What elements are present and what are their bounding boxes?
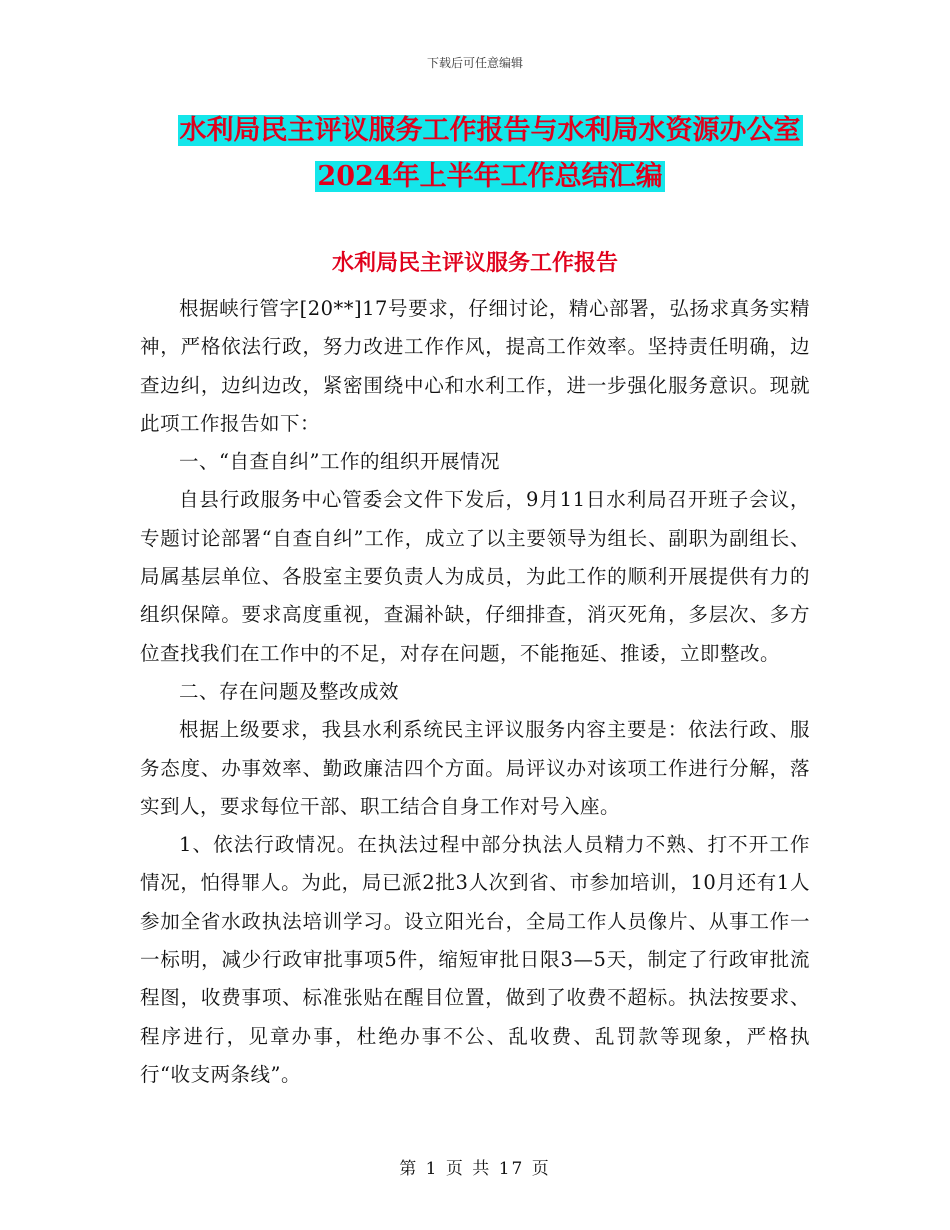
body-text	[140, 290, 810, 1094]
paragraph: 自县行政服务中心管委会文件下发后，9月11日水利局召开班子会议，专题讨论部署“自查自纠”工作，成立了以主要领导为组长、副职为副组长、局属基层单位、各股室主要负责人为成员，为此工作的顺利开展提供有力的组织保障。要求高度重视，查漏补缺，仔细排查，消灭死角，多层次、多方位查找我们在工作中的不足，对存在问题，不能拖延、推诿，立即整改。	[140, 488, 810, 665]
title-line-1: 水利局民主评议服务工作报告与水利局水资源办公室	[179, 115, 801, 146]
paragraph: 一、“自查自纠”工作的组织开展情况	[179, 450, 500, 474]
page-footer: 第 1 页 共 17 页	[399, 1159, 551, 1179]
paragraph: 根据峡行管字[20**]17号要求，仔细讨论，精心部署，弘扬求真务实精神，严格依法行政，努力改进工作作风，提高工作效率。坚持责任明确，边查边纠，边纠边改，紧密围绕中心和水利工作，进一步强化服务意识。现就此项工作报告如下：	[140, 297, 810, 435]
document-title	[140, 108, 840, 200]
title-line-2: 2024年上半年工作总结汇编	[317, 161, 663, 192]
paragraph: 根据上级要求，我县水利系统民主评议服务内容主要是：依法行政、服务态度、办事效率、勤政廉洁四个方面。局评议办对该项工作进行分解，落实到人，要求每位干部、职工结合自身工作对号入座。	[140, 718, 810, 818]
paragraph: 1、依法行政情况。在执法过程中部分执法人员精力不熟、打不开工作情况，怕得罪人。为此，局已派2批3人次到省、市参加培训，10月还有1人参加全省水政执法培训学习。设立阳光台，全局工作人员像片、从事工作一一标明，减少行政审批事项5件，缩短审批日限3—5天，制定了行政审批流程图，收费事项、标准张贴在醒目位置，做到了收费不超标。执法按要求、程序进行，见章办事，杜绝办事不公、乱收费、乱罚款等现象，严格执行“收支两条线”。	[140, 833, 810, 1086]
section-title: 水利局民主评议服务工作报告	[331, 250, 618, 276]
paragraph: 二、存在问题及整改成效	[179, 679, 400, 703]
header-note: 下载后可任意编辑	[426, 56, 523, 70]
